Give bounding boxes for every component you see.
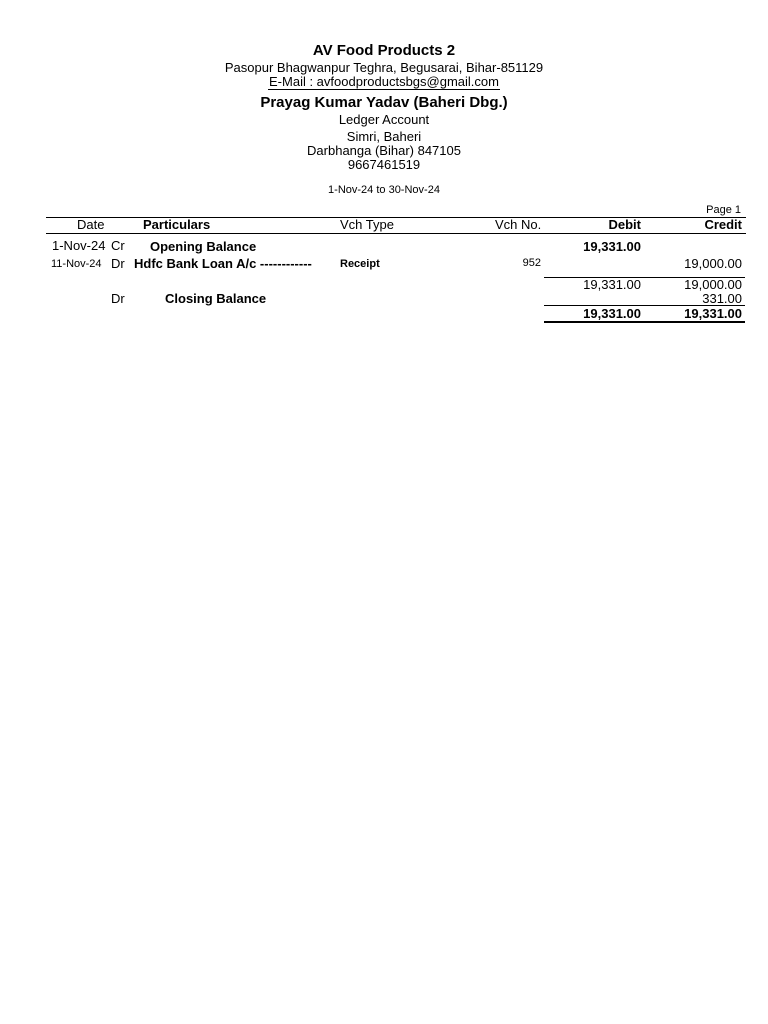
total-debit: 19,331.00 [583, 306, 641, 321]
subtotal-debit: 19,331.00 [583, 277, 641, 292]
report-period: 1-Nov-24 to 30-Nov-24 [328, 184, 440, 196]
column-header-vch-type: Vch Type [340, 217, 394, 232]
header-bottom-rule [46, 233, 746, 234]
column-header-date: Date [77, 217, 105, 232]
party-address-line-2: Darbhanga (Bihar) 847105 [307, 143, 461, 158]
company-email-text: E-Mail : avfoodproductsbgs@gmail.com [269, 74, 499, 89]
column-header-credit: Credit [704, 217, 742, 232]
row-date: 11-Nov-24 [51, 258, 102, 270]
company-address: Pasopur Bhagwanpur Teghra, Begusarai, Bihar-851129 [224, 60, 544, 75]
row-particulars: Opening Balance [150, 239, 257, 254]
row-date: 1-Nov-24 [52, 238, 106, 253]
column-header-debit: Debit [608, 217, 641, 232]
row-vch-no: 952 [522, 257, 541, 269]
party-phone: 9667461519 [347, 157, 421, 172]
total-bottom-rule [544, 321, 745, 323]
column-header-particulars: Particulars [143, 217, 211, 232]
party-address-line-1: Simri, Baheri [346, 129, 422, 144]
closing-drcr: Dr [111, 291, 125, 306]
company-email [0, 74, 768, 89]
row-vch-type: Receipt [340, 258, 380, 270]
closing-label: Closing Balance [165, 291, 267, 306]
column-header-vch-no: Vch No. [495, 217, 542, 232]
row-particulars: Hdfc Bank Loan A/c ------------ [134, 256, 312, 271]
closing-credit: 331.00 [702, 291, 742, 306]
row-drcr: Cr [111, 238, 125, 253]
row-credit: 19,000.00 [684, 256, 742, 271]
party-name: Prayag Kumar Yadav (Baheri Dbg.) [260, 94, 508, 111]
page-number: Page 1 [706, 204, 741, 216]
subtotal-credit: 19,000.00 [684, 277, 742, 292]
ledger-type: Ledger Account [338, 112, 430, 127]
row-drcr: Dr [111, 256, 125, 271]
row-debit: 19,331.00 [583, 239, 641, 254]
total-credit: 19,331.00 [684, 306, 742, 321]
company-name: AV Food Products 2 [312, 42, 456, 59]
